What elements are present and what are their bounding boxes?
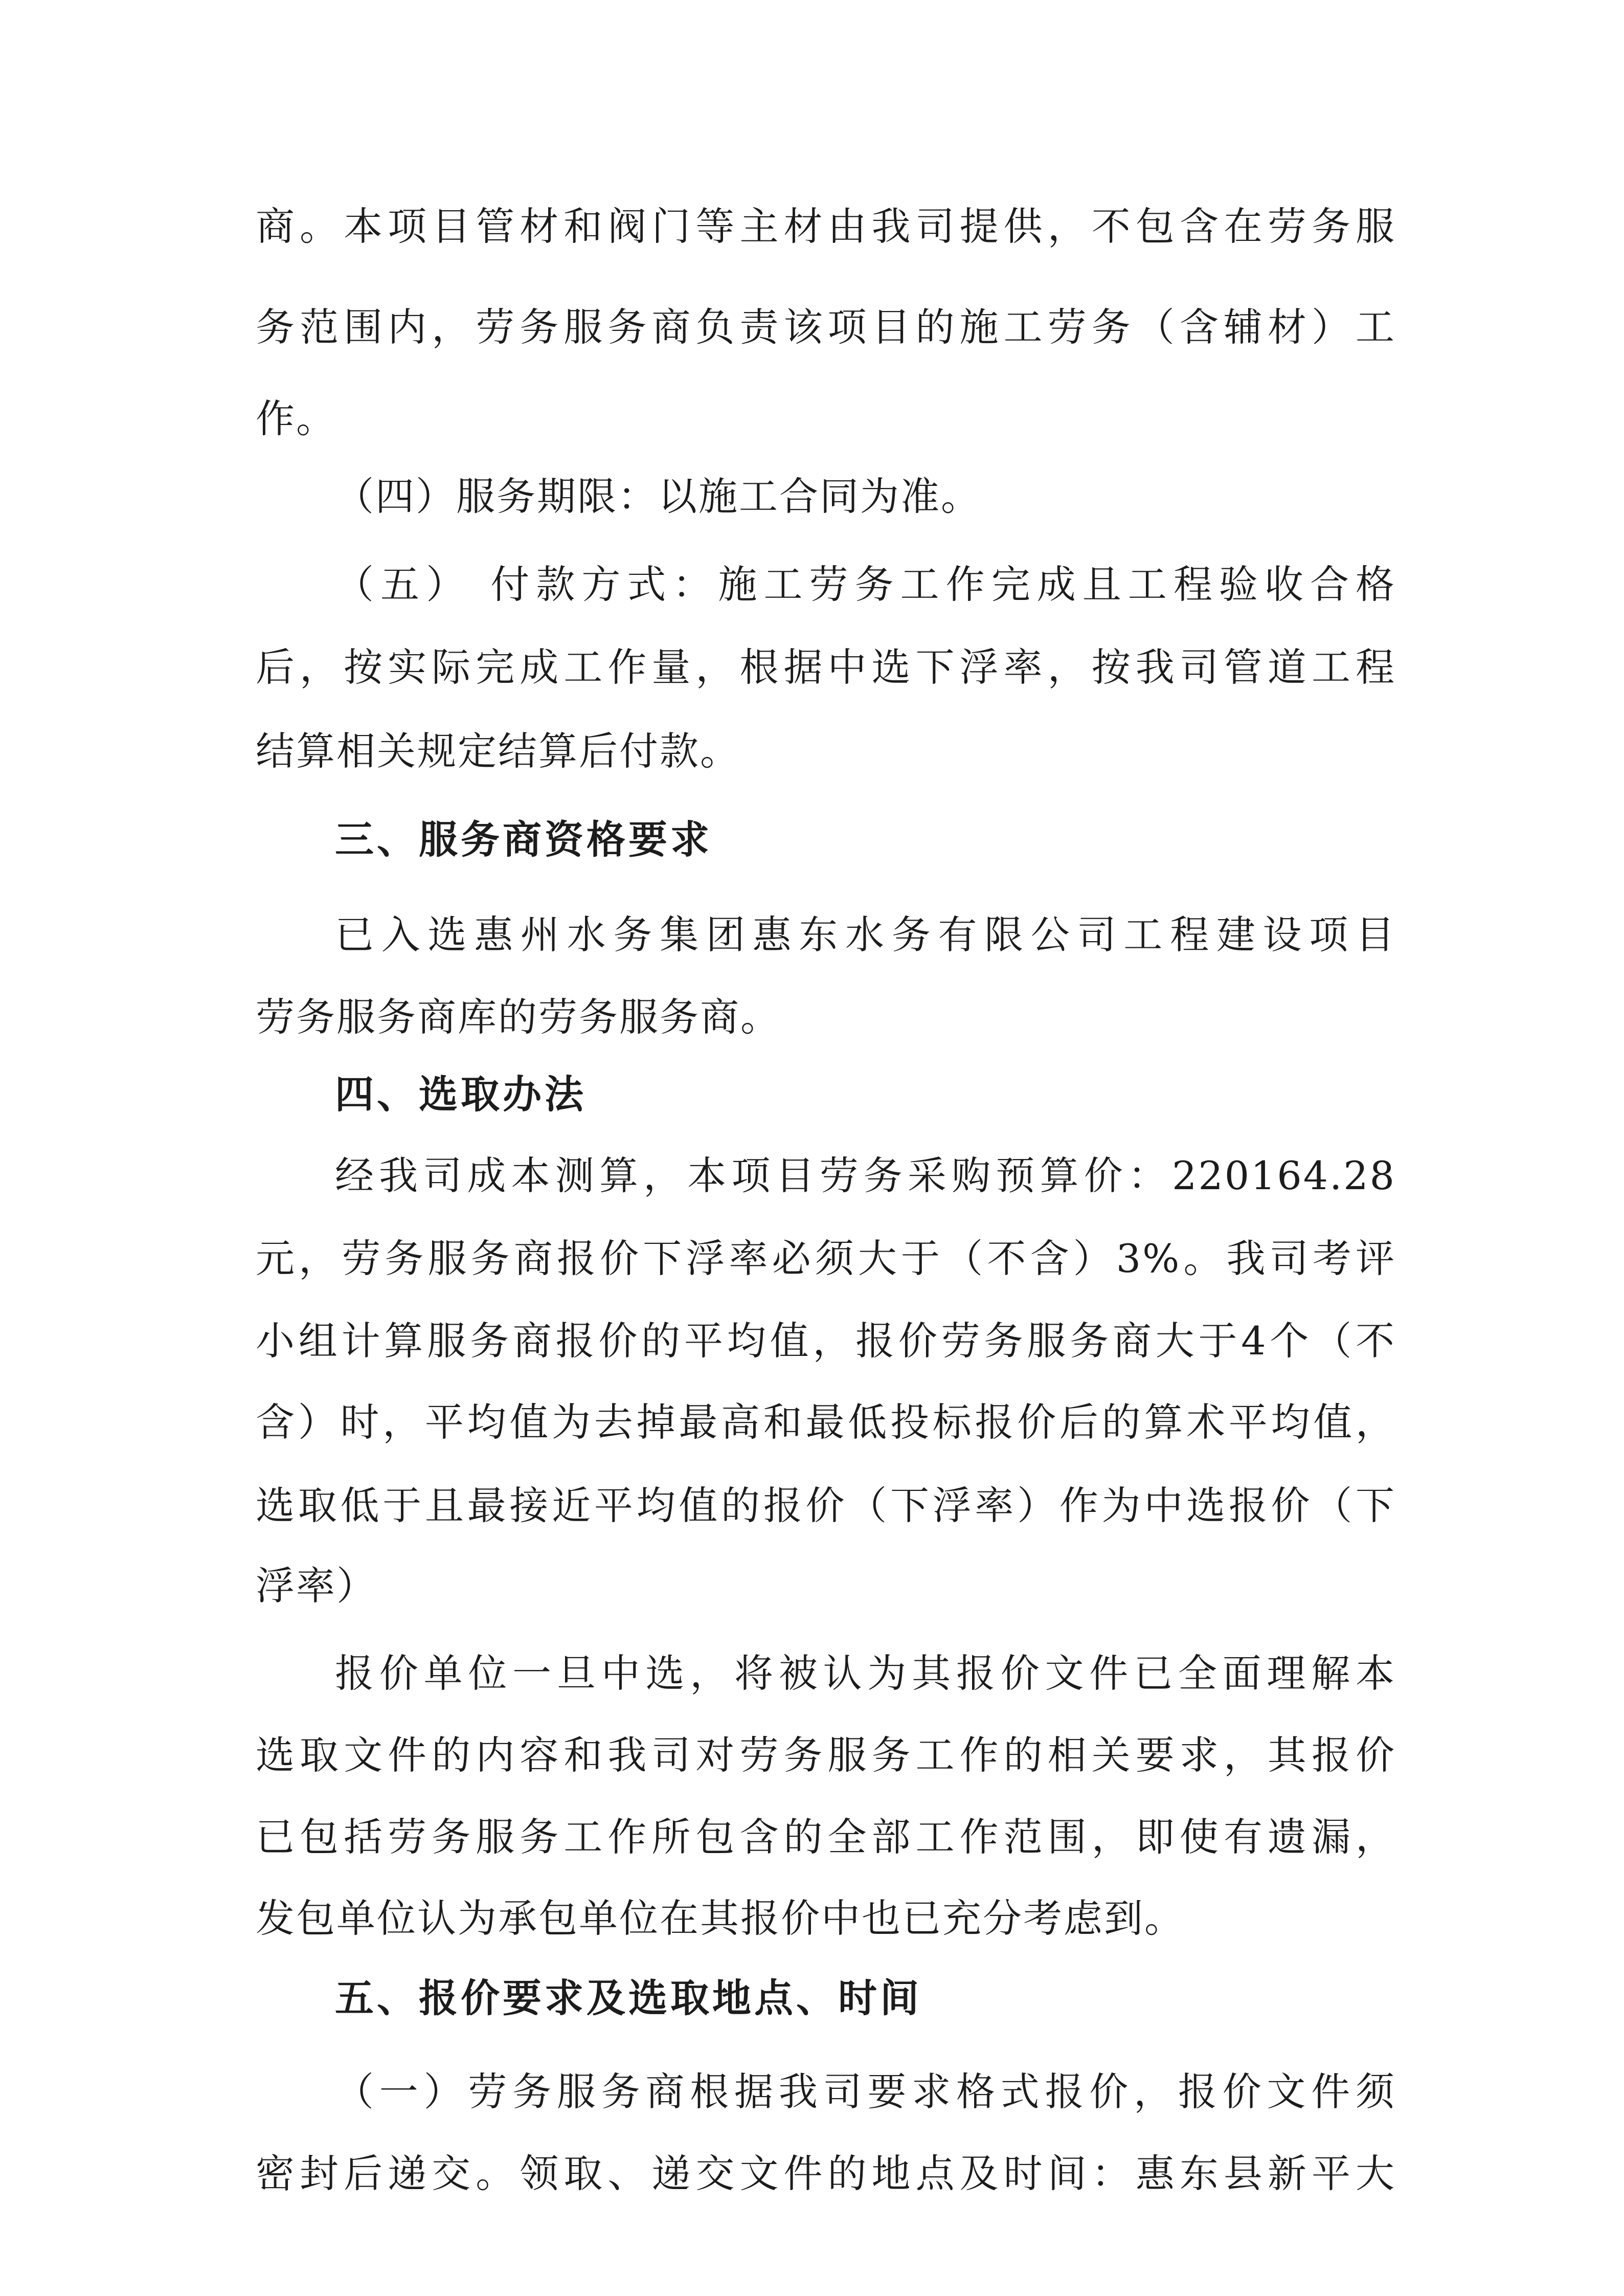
body-text-line: 密封后递交。领取、递交文件的地点及时间：惠东县新平大 bbox=[256, 2151, 1396, 2196]
body-text-line: 选取低于且最接近平均值的报价（下浮率）作为中选报价（下 bbox=[256, 1483, 1396, 1528]
body-text-line: 劳务服务商库的劳务服务商。 bbox=[256, 994, 781, 1040]
body-text-line: 已入选惠州水务集团惠东水务有限公司工程建设项目 bbox=[335, 912, 1396, 957]
body-text-line: 元，劳务服务商报价下浮率必须大于（不含）3%。我司考评 bbox=[256, 1236, 1396, 1281]
body-text-line: 经我司成本测算，本项目劳务采购预算价：220164.28 bbox=[335, 1153, 1396, 1198]
body-text-line: 含）时，平均值为去掉最高和最低投标报价后的算术平均值， bbox=[256, 1399, 1396, 1445]
body-text-line: 浮率） bbox=[256, 1563, 377, 1609]
body-text-line: 报价单位一旦中选，将被认为其报价文件已全面理解本 bbox=[335, 1651, 1396, 1696]
section-heading: 四、选取办法 bbox=[335, 1072, 587, 1117]
body-text-line: 选取文件的内容和我司对劳务服务工作的相关要求，其报价 bbox=[256, 1732, 1396, 1778]
body-text-line: 已包括劳务服务工作所包含的全部工作范围，即使有遗漏， bbox=[256, 1814, 1396, 1860]
list-item-text: （五） 付款方式：施工劳务工作完成且工程验收合格 bbox=[335, 562, 1396, 607]
section-heading: 五、报价要求及选取地点、时间 bbox=[335, 1975, 922, 2021]
body-text-line: 作。 bbox=[256, 396, 336, 441]
body-text-line: 小组计算服务商报价的平均值，报价劳务服务商大于4个（不 bbox=[256, 1318, 1396, 1364]
body-text-line: 商。本项目管材和阀门等主材由我司提供，不包含在劳务服 bbox=[256, 204, 1396, 249]
section-heading: 三、服务商资格要求 bbox=[335, 817, 712, 862]
body-text-line: 发包单位认为承包单位在其报价中也已充分考虑到。 bbox=[256, 1896, 1185, 1941]
list-item-text: （一）劳务服务商根据我司要求格式报价，报价文件须 bbox=[335, 2069, 1396, 2114]
body-text-line: 务范围内，劳务服务商负责该项目的施工劳务（含辅材）工 bbox=[256, 304, 1396, 350]
body-text-line: 后，按实际完成工作量，根据中选下浮率，按我司管道工程 bbox=[256, 644, 1396, 690]
body-text-line: 结算相关规定结算后付款。 bbox=[256, 728, 740, 774]
list-item-text: （四）服务期限：以施工合同为准。 bbox=[335, 474, 981, 519]
